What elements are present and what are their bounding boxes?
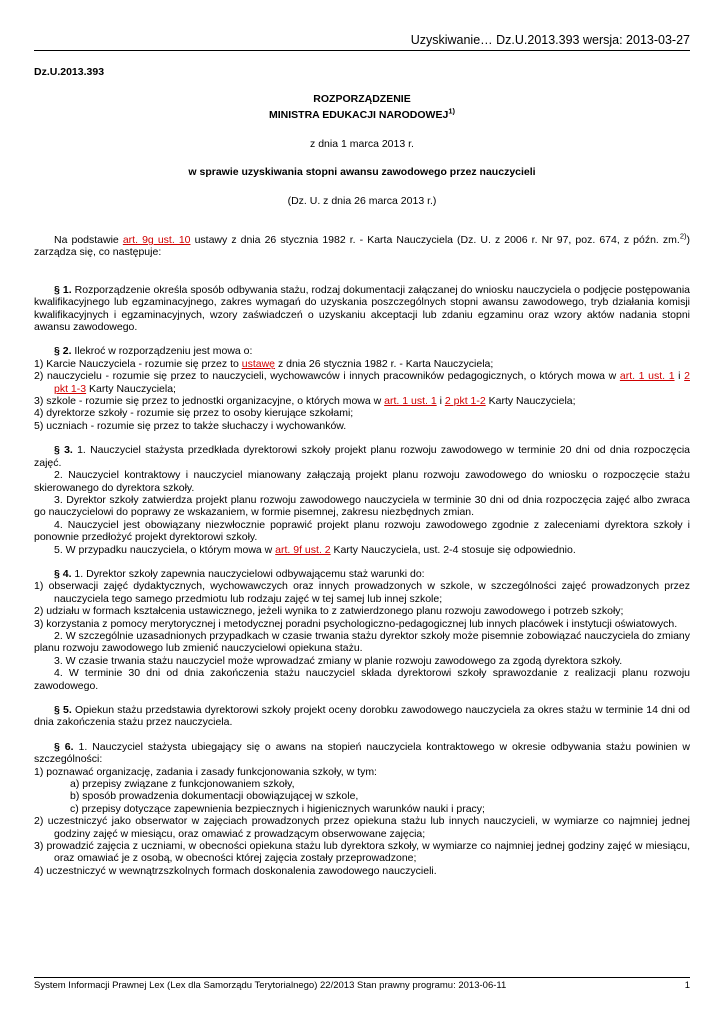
paragraph-text: 5. W przypadku nauczyciela, o którym mowa w	[54, 543, 276, 556]
list-item: 3) prowadzić zajęcia z uczniami, w obecności opiekuna stażu lub dyrektora szkoły, w wymiarze co najmniej jednej godziny zajęć w miesiącu, oraz omawiać je z osobą, w obecności której zajęcia zostały przeprowadzone;	[34, 840, 690, 865]
link-art-9g[interactable]: art. 9g ust. 10	[122, 234, 191, 246]
section-text: Rozporządzenie określa sposób odbywania stażu, rodzaj dokumentacji załączanej do wniosku nauczyciela o podjęcie postępowania kwalifikacyjnego lub egzaminacyjnego, zakres wymagań do uzyskania poszczególnych stopni awansu zawodowego, tryb działania komisji kwalifikacyjnych i egzaminacyjnych, wzory zaświadczeń o uzyskaniu akceptacji lub zdaniu egzaminu oraz wzory aktów nadania stopni awansu zawodowego.	[34, 283, 691, 334]
section-text: 1. Nauczyciel stażysta ubiegający się o awans na stopień nauczyciela kontraktowego w okresie odbywania stażu powinien w szczególności:	[34, 740, 690, 766]
link-ustawe[interactable]: ustawę	[241, 357, 276, 370]
section-label: § 2.	[54, 345, 72, 358]
section-text: Opiekun stażu przedstawia dyrektorowi szkoły projekt oceny dorobku zawodowego nauczyciela za okres stażu w terminie 14 dni od dnia zakończenia stażu przez nauczyciela.	[34, 704, 690, 729]
sub-list-item: c) przepisy dotyczące zapewnienia bezpiecznych i higienicznych warunków nauki i pracy;	[70, 802, 485, 815]
item-text: z dnia 26 stycznia 1982 r. - Karta Nauczyciela;	[275, 357, 494, 370]
paragraph: 4. W terminie 30 dni od dnia zakończenia stażu nauczyciel składa dyrektorowi szkoły sprawozdanie z realizacji planu rozwoju zawodowego.	[34, 667, 690, 692]
page-number: 1	[684, 980, 690, 991]
footnote-ref-1[interactable]: 1)	[448, 106, 455, 116]
preamble	[34, 231, 690, 259]
section-4-par-1	[34, 568, 690, 580]
list-item	[34, 395, 690, 407]
list-item: 1) obserwacji zajęć dydaktycznych, wychowawczych oraz innych prowadzonych w szkole, w szczególności zajęć prowadzonych przez nauczyciela tego samego przedmiotu lub rodzaju zajęć w tej samej lub innej szkole;	[34, 580, 690, 605]
paragraph: 4. Nauczyciel jest obowiązany niezwłocznie poprawić projekt planu rozwoju zawodowego zgodnie z zaleceniami dyrektora szkoły i ponownie przedłożyć projekt dyrektorowi szkoły.	[34, 518, 690, 544]
sub-list-item: a) przepisy związane z funkcjonowaniem szkoły,	[70, 778, 295, 791]
list-item: 4) dyrektorze szkoły - rozumie się przez to osoby kierujące szkołami;	[34, 407, 354, 420]
section-label: § 4.	[54, 567, 72, 580]
document-body	[34, 231, 691, 877]
section-1	[34, 284, 690, 334]
footer-rule	[34, 977, 690, 978]
document-page	[34, 0, 690, 1024]
paragraph	[34, 544, 690, 556]
footer-text: System Informacji Prawnej Lex (Lex dla Samorządu Terytorialnego) 22/2013 Stan prawny programu: 2013-06-11	[34, 980, 507, 991]
title-date: z dnia 1 marca 2013 r.	[310, 138, 414, 150]
list-item	[34, 358, 690, 370]
paragraph: 3. Dyrektor szkoły zatwierdza projekt planu rozwoju zawodowego nauczyciela w terminie 30 dni od dnia rozpoczęcia zajęć albo zwraca go nauczycielowi do poprawy ze wskazaniem, w formie pisemnej, zakresu niezbędnych zmian.	[34, 493, 690, 519]
sub-list-item: b) sposób prowadzenia dokumentacji obowiązującej w szkole,	[70, 790, 359, 803]
item-text: i	[674, 370, 685, 383]
list-item	[34, 370, 690, 395]
section-text: 1. Nauczyciel stażysta przedkłada dyrektorowi szkoły projekt planu rozwoju zawodowego w terminie 20 dni od dnia rozpoczęcia zajęć.	[34, 444, 691, 469]
item-text: Karty Nauczyciela;	[86, 382, 176, 395]
list-item: 3) korzystania z pomocy merytorycznej i metodycznej poradni psychologiczno-pedagogicznej lub innych placówek i instytucji oświatowych.	[34, 617, 678, 630]
link-art-1-ust-1[interactable]: art. 1 ust. 1	[384, 395, 437, 408]
item-text: i	[436, 395, 445, 408]
section-text: 1. Dyrektor szkoły zapewnia nauczycielowi odbywającemu staż warunki do:	[71, 567, 425, 580]
link-art-9f-ust-2[interactable]: art. 9f ust. 2	[275, 543, 331, 556]
list-item: 4) uczestniczyć w wewnątrzszkolnych formach doskonalenia zawodowego nauczycieli.	[34, 864, 437, 877]
section-2-intro	[34, 345, 690, 357]
section-3-par-1	[34, 444, 690, 469]
header-rule	[34, 50, 690, 51]
list-item: 5) uczniach - rozumie się przez to także słuchaczy i wychowanków.	[34, 419, 347, 432]
section-label: § 3.	[54, 444, 73, 457]
section-5	[34, 704, 690, 729]
preamble-text: Na podstawie	[54, 234, 123, 246]
list-item: 2) uczestniczyć jako obserwator w zajęciach prowadzonych przez opiekuna stażu lub innych nauczycieli, w wymiarze co najmniej jednej godziny zajęć w miesiącu, oraz omawiać z prowadzącym obserwowane zajęcia;	[34, 815, 690, 840]
section-label: § 1.	[54, 283, 72, 296]
title-line2-text: MINISTRA EDUKACJI NARODOWEJ	[269, 109, 449, 121]
paragraph: 3. W czasie trwania stażu nauczyciel może wprowadzać zmiany w planie rozwoju zawodowego za zgodą dyrektora szkoły.	[54, 654, 623, 667]
paragraph-text: Karty Nauczyciela, ust. 2-4 stosuje się odpowiednio.	[330, 543, 576, 556]
link-art-1-ust-1[interactable]: art. 1 ust. 1	[619, 370, 675, 383]
running-header: Uzyskiwanie… Dz.U.2013.393 wersja: 2013-03-27	[410, 33, 690, 47]
list-item: 1) poznawać organizację, zadania i zasady funkcjonowania szkoły, w tym:	[34, 765, 377, 778]
title-line1: ROZPORZĄDZENIE	[313, 93, 411, 105]
title-subject: w sprawie uzyskiwania stopni awansu zawodowego przez nauczycieli	[188, 166, 536, 178]
section-label: § 5.	[54, 704, 72, 716]
title-line2	[34, 106, 690, 121]
paragraph: 2. Nauczyciel kontraktowy i nauczyciel mianowany załączają projekt planu rozwoju zawodowego do wniosku o rozpoczęcie stażu skierowanego do dyrektora szkoły.	[34, 469, 690, 494]
footnote-ref-2[interactable]: 2)	[679, 231, 687, 241]
item-text: 1) Karcie Nauczyciela - rozumie się przez to	[34, 357, 242, 370]
item-text: 3) szkole - rozumie się przez to jednostki organizacyjne, o których mowa w	[34, 395, 385, 408]
preamble-text: ustawy z dnia 26 stycznia 1982 r. - Karta Nauczyciela (Dz. U. z 2006 r. Nr 97, poz. 674, z późn. zm.	[190, 234, 680, 246]
item-text: Karty Nauczyciela;	[485, 395, 576, 408]
item-text: 2) nauczycielu - rozumie się przez to nauczycieli, wychowawców i innych pracowników pedagogicznych, o których mowa w	[34, 370, 620, 383]
document-id: Dz.U.2013.393	[34, 66, 105, 78]
list-item: 2) udziału w formach kształcenia ustawicznego, jeżeli wynika to z zatwierdzonego planu rozwoju zawodowego i potrzeb szkoły;	[34, 605, 624, 618]
link-2-pkt-1-3[interactable]: 2 pkt 1-3	[54, 370, 690, 395]
paragraph: 2. W szczególnie uzasadnionych przypadkach w czasie trwania stażu dyrektor szkoły może pisemnie zobowiązać nauczyciela do zmiany planu rozwoju zawodowego lub zmienić nauczycielowi opiekuna stażu.	[34, 629, 690, 655]
section-text: Ilekroć w rozporządzeniu jest mowa o:	[71, 345, 253, 358]
link-2-pkt-1-2[interactable]: 2 pkt 1-2	[444, 395, 486, 408]
section-6-par-1	[34, 741, 690, 766]
preamble-text: ) zarządza się, co następuje:	[34, 234, 690, 259]
footer	[34, 980, 690, 991]
journal-reference: (Dz. U. z dnia 26 marca 2013 r.)	[287, 195, 437, 207]
section-label: § 6.	[54, 740, 74, 753]
